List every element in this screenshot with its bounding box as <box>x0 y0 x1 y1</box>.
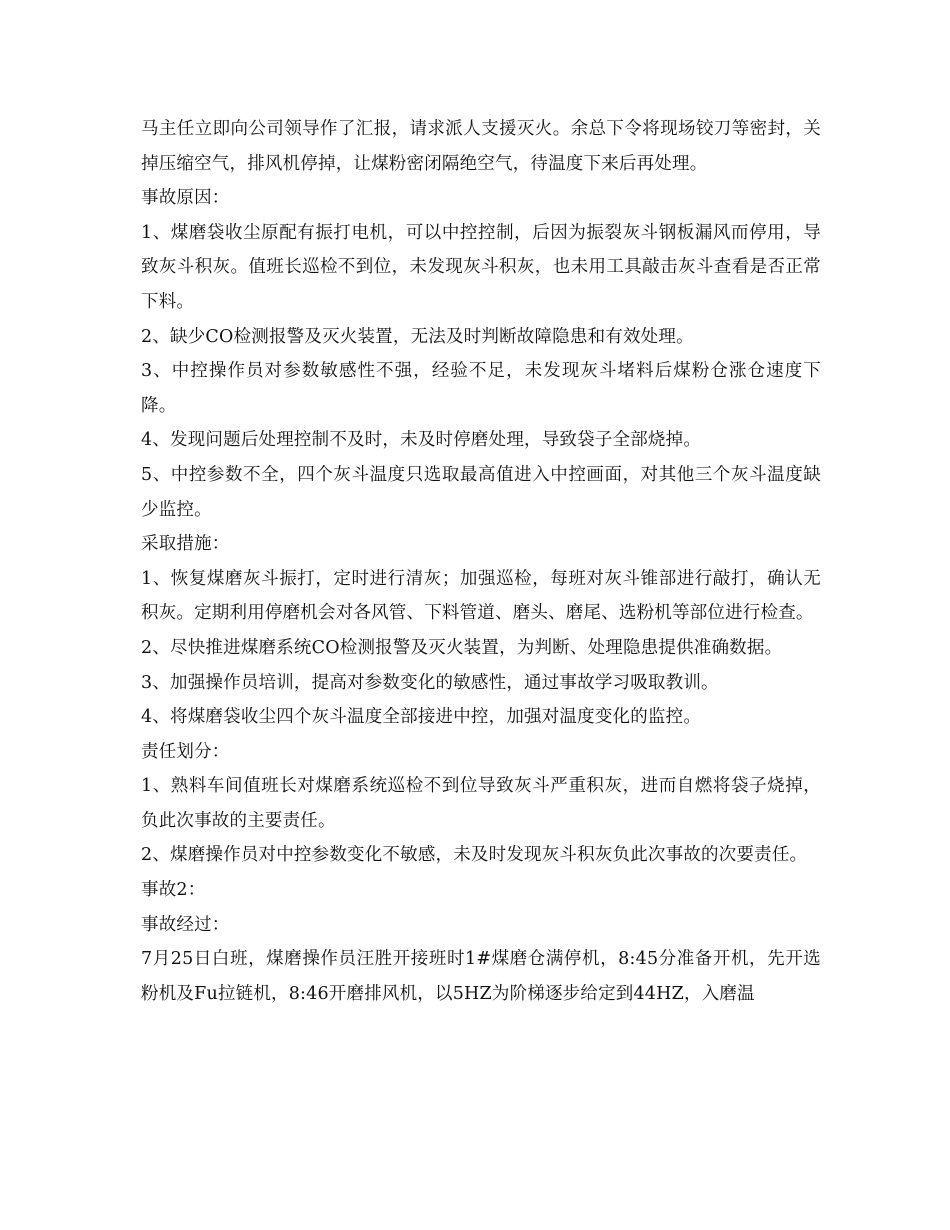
section-heading: 事故经过： <box>141 914 230 935</box>
section-heading: 采取措施： <box>141 534 230 555</box>
list-item: 2、煤磨操作员对中控参数变化不敏感，未及时发现灰斗积灰负此次事故的次要责任。 <box>141 845 808 866</box>
list-item: 3、加强操作员培训，提高对参数变化的敏感性，通过事故学习吸取教训。 <box>141 672 719 693</box>
paragraph: 7月25日白班，煤磨操作员汪胜开接班时1#煤磨仓满停机，8:45分准备开机，先开选粉机及Fu拉链机，8:46开磨排风机，以5HZ为阶梯逐步给定到44HZ，入磨温 <box>141 949 821 1004</box>
list-item: 2、尽快推进煤磨系统CO检测报警及灭火装置，为判断、处理隐患提供准确数据。 <box>141 637 783 658</box>
document-body <box>141 112 821 1011</box>
section-heading: 事故2： <box>141 880 206 901</box>
section-heading: 责任划分： <box>141 741 230 762</box>
list-item: 1、熟料车间值班长对煤磨系统巡检不到位导致灰斗严重积灰，进而自燃将袋子烧掉，负此次事故的主要责任。 <box>141 776 821 831</box>
list-item: 2、缺少CO检测报警及灭火装置，无法及时判断故障隐患和有效处理。 <box>141 326 694 347</box>
list-item: 1、恢复煤磨灰斗振打，定时进行清灰；加强巡检，每班对灰斗锥部进行敲打，确认无积灰。定期利用停磨机会对各风管、下料管道、磨头、磨尾、选粉机等部位进行检查。 <box>141 568 821 624</box>
list-item: 1、煤磨袋收尘原配有振打电机，可以中控控制，后因为振裂灰斗钢板漏风而停用，导致灰斗积灰。值班长巡检不到位，未发现灰斗积灰，也未用工具敲击灰斗查看是否正常下料。 <box>141 222 821 312</box>
list-item: 5、中控参数不全，四个灰斗温度只选取最高值进入中控画面，对其他三个灰斗温度缺少监控。 <box>141 464 821 520</box>
section-heading: 事故原因： <box>141 188 230 209</box>
list-item: 4、发现问题后处理控制不及时，未及时停磨处理，导致袋子全部烧掉。 <box>141 430 702 451</box>
list-item: 3、中控操作员对参数敏感性不强，经验不足，未发现灰斗堵料后煤粉仓涨仓速度下降。 <box>141 361 821 416</box>
paragraph: 马主任立即向公司领导作了汇报，请求派人支援灭火。余总下令将现场铰刀等密封，关掉压缩空气，排风机停掉，让煤粉密闭隔绝空气，待温度下来后再处理。 <box>141 119 821 174</box>
list-item: 4、将煤磨袋收尘四个灰斗温度全部接进中控，加强对温度变化的监控。 <box>141 707 702 728</box>
